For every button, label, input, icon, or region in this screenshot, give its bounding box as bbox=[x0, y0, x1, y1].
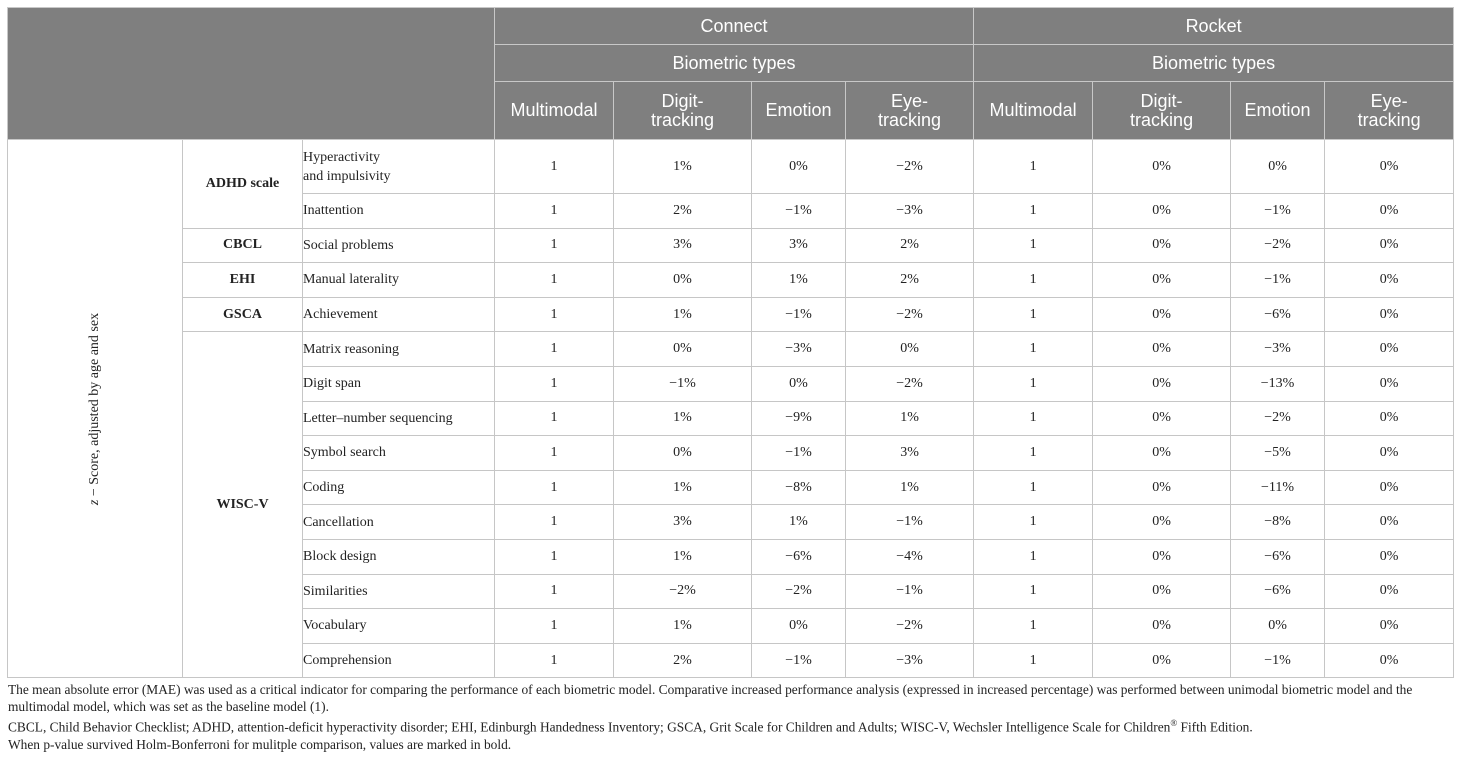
value-cell: −1% bbox=[614, 366, 752, 401]
value-cell: 0% bbox=[614, 436, 752, 471]
value-cell: −8% bbox=[752, 470, 846, 505]
value-cell: −2% bbox=[614, 574, 752, 609]
value-cell: 1 bbox=[495, 140, 614, 194]
value-cell: −8% bbox=[1231, 505, 1325, 540]
measure-label: Cancellation bbox=[303, 505, 495, 540]
value-cell: 0% bbox=[614, 332, 752, 367]
value-cell: 0% bbox=[1093, 505, 1231, 540]
header-group-connect: Connect bbox=[495, 8, 974, 45]
value-cell: 0% bbox=[1325, 609, 1454, 644]
value-cell: 0% bbox=[1093, 194, 1231, 229]
value-cell: 0% bbox=[1093, 574, 1231, 609]
value-cell: −9% bbox=[752, 401, 846, 436]
value-cell: 0% bbox=[1325, 366, 1454, 401]
value-cell: −3% bbox=[846, 194, 974, 229]
value-cell: 1 bbox=[495, 297, 614, 332]
measure-label: Block design bbox=[303, 539, 495, 574]
value-cell: 0% bbox=[1093, 332, 1231, 367]
value-cell: 0% bbox=[1093, 539, 1231, 574]
z-label-text: − Score, adjusted by age and sex bbox=[87, 312, 102, 500]
value-cell: −1% bbox=[752, 643, 846, 678]
group-label: GSCA bbox=[183, 297, 303, 332]
value-cell: 0% bbox=[1325, 263, 1454, 298]
value-cell: −1% bbox=[752, 436, 846, 471]
value-cell: 0% bbox=[1325, 574, 1454, 609]
value-cell: 1 bbox=[974, 228, 1093, 263]
group-label: EHI bbox=[183, 263, 303, 298]
value-cell: 0% bbox=[1325, 643, 1454, 678]
value-cell: 0% bbox=[1231, 609, 1325, 644]
value-cell: 0% bbox=[1325, 140, 1454, 194]
value-cell: 2% bbox=[846, 228, 974, 263]
value-cell: 0% bbox=[1093, 263, 1231, 298]
column-header-rocket-0: Multimodal bbox=[974, 82, 1093, 140]
value-cell: 1 bbox=[974, 643, 1093, 678]
value-cell: 1 bbox=[495, 366, 614, 401]
measure-label: Hyperactivity and impulsivity bbox=[303, 140, 495, 194]
value-cell: −3% bbox=[752, 332, 846, 367]
value-cell: 3% bbox=[846, 436, 974, 471]
column-header-rocket-3: Eye- tracking bbox=[1325, 82, 1454, 140]
header-group-rocket: Rocket bbox=[974, 8, 1454, 45]
value-cell: 2% bbox=[846, 263, 974, 298]
measure-label: Letter–number sequencing bbox=[303, 401, 495, 436]
value-cell: 1 bbox=[495, 332, 614, 367]
z-score-axis-label bbox=[8, 140, 183, 678]
value-cell: −6% bbox=[752, 539, 846, 574]
table-footnotes bbox=[7, 681, 1453, 752]
value-cell: 1 bbox=[495, 401, 614, 436]
value-cell: 1 bbox=[974, 194, 1093, 229]
value-cell: 1 bbox=[974, 263, 1093, 298]
table-row bbox=[8, 332, 1454, 367]
value-cell: −2% bbox=[752, 574, 846, 609]
value-cell: 1% bbox=[752, 505, 846, 540]
value-cell: 1 bbox=[495, 643, 614, 678]
table-header bbox=[8, 8, 1454, 140]
value-cell: −6% bbox=[1231, 574, 1325, 609]
group-label: WISC-V bbox=[183, 332, 303, 678]
value-cell: −1% bbox=[752, 297, 846, 332]
value-cell: 1 bbox=[974, 366, 1093, 401]
value-cell: −2% bbox=[1231, 401, 1325, 436]
value-cell: −2% bbox=[846, 140, 974, 194]
value-cell: 0% bbox=[1325, 505, 1454, 540]
measure-label: Achievement bbox=[303, 297, 495, 332]
value-cell: −4% bbox=[846, 539, 974, 574]
value-cell: 1% bbox=[614, 470, 752, 505]
footnote-significance: When p-value survived Holm-Bonferroni for mulitple comparison, values are marked in bold. bbox=[8, 736, 512, 752]
value-cell: 1 bbox=[974, 140, 1093, 194]
value-cell: 1 bbox=[495, 609, 614, 644]
value-cell: 3% bbox=[752, 228, 846, 263]
value-cell: 1 bbox=[495, 505, 614, 540]
value-cell: 1% bbox=[614, 401, 752, 436]
value-cell: 1% bbox=[614, 297, 752, 332]
value-cell: −5% bbox=[1231, 436, 1325, 471]
value-cell: 1 bbox=[974, 332, 1093, 367]
measure-label: Comprehension bbox=[303, 643, 495, 678]
value-cell: 3% bbox=[614, 505, 752, 540]
value-cell: 1% bbox=[614, 539, 752, 574]
value-cell: −6% bbox=[1231, 297, 1325, 332]
footnote-mae: The mean absolute error (MAE) was used as a critical indicator for comparing the performance of each biometric model. Comparative increased performance analysis (expressed in increased percentage) was performed between unimodal biometric model and the multimodal model, which was set as the baseline model (1). bbox=[8, 682, 1413, 715]
value-cell: 0% bbox=[1325, 436, 1454, 471]
measure-label: Social problems bbox=[303, 228, 495, 263]
measure-label: Manual laterality bbox=[303, 263, 495, 298]
value-cell: 0% bbox=[614, 263, 752, 298]
value-cell: −13% bbox=[1231, 366, 1325, 401]
value-cell: 1 bbox=[974, 297, 1093, 332]
value-cell: −1% bbox=[1231, 263, 1325, 298]
value-cell: 1 bbox=[974, 574, 1093, 609]
value-cell: 2% bbox=[614, 643, 752, 678]
value-cell: −6% bbox=[1231, 539, 1325, 574]
value-cell: 1% bbox=[614, 140, 752, 194]
value-cell: 1 bbox=[974, 401, 1093, 436]
table-row bbox=[8, 263, 1454, 298]
value-cell: 1 bbox=[974, 609, 1093, 644]
table-row bbox=[8, 297, 1454, 332]
value-cell: −1% bbox=[1231, 643, 1325, 678]
table-row bbox=[8, 140, 1454, 194]
value-cell: 0% bbox=[1093, 228, 1231, 263]
value-cell: −2% bbox=[846, 297, 974, 332]
value-cell: 1 bbox=[495, 539, 614, 574]
value-cell: 1 bbox=[974, 436, 1093, 471]
value-cell: 0% bbox=[1093, 401, 1231, 436]
value-cell: 0% bbox=[1093, 470, 1231, 505]
value-cell: 0% bbox=[752, 366, 846, 401]
value-cell: 0% bbox=[846, 332, 974, 367]
value-cell: 1 bbox=[495, 574, 614, 609]
group-label: CBCL bbox=[183, 228, 303, 263]
measure-label: Inattention bbox=[303, 194, 495, 229]
column-header-rocket-2: Emotion bbox=[1231, 82, 1325, 140]
value-cell: 0% bbox=[1325, 470, 1454, 505]
results-table bbox=[7, 7, 1454, 678]
table-row bbox=[8, 228, 1454, 263]
value-cell: 1 bbox=[495, 194, 614, 229]
value-cell: 1 bbox=[495, 263, 614, 298]
value-cell: 1% bbox=[752, 263, 846, 298]
table-body bbox=[8, 140, 1454, 678]
measure-label: Matrix reasoning bbox=[303, 332, 495, 367]
value-cell: 0% bbox=[1325, 228, 1454, 263]
value-cell: 0% bbox=[1093, 609, 1231, 644]
value-cell: 1 bbox=[974, 539, 1093, 574]
measure-label: Coding bbox=[303, 470, 495, 505]
measure-label: Vocabulary bbox=[303, 609, 495, 644]
value-cell: 0% bbox=[752, 140, 846, 194]
column-header-connect-0: Multimodal bbox=[495, 82, 614, 140]
value-cell: −2% bbox=[1231, 228, 1325, 263]
header-empty-corner bbox=[8, 8, 495, 140]
value-cell: 0% bbox=[1325, 332, 1454, 367]
value-cell: 0% bbox=[1325, 539, 1454, 574]
column-header-connect-1: Digit- tracking bbox=[614, 82, 752, 140]
value-cell: 0% bbox=[752, 609, 846, 644]
measure-label: Digit span bbox=[303, 366, 495, 401]
value-cell: 0% bbox=[1325, 297, 1454, 332]
value-cell: 0% bbox=[1093, 297, 1231, 332]
value-cell: 0% bbox=[1093, 643, 1231, 678]
value-cell: 1 bbox=[495, 436, 614, 471]
value-cell: −2% bbox=[846, 366, 974, 401]
measure-label: Similarities bbox=[303, 574, 495, 609]
value-cell: 0% bbox=[1325, 401, 1454, 436]
value-cell: −1% bbox=[752, 194, 846, 229]
value-cell: 0% bbox=[1093, 436, 1231, 471]
results-table-container bbox=[7, 7, 1453, 753]
header-subgroup-rocket: Biometric types bbox=[974, 45, 1454, 82]
value-cell: 2% bbox=[614, 194, 752, 229]
value-cell: 3% bbox=[614, 228, 752, 263]
value-cell: −11% bbox=[1231, 470, 1325, 505]
header-subgroup-connect: Biometric types bbox=[495, 45, 974, 82]
value-cell: −3% bbox=[1231, 332, 1325, 367]
value-cell: −2% bbox=[846, 609, 974, 644]
value-cell: −1% bbox=[1231, 194, 1325, 229]
group-label: ADHD scale bbox=[183, 140, 303, 229]
value-cell: −1% bbox=[846, 505, 974, 540]
footnote-abbreviations: CBCL, Child Behavior Checklist; ADHD, attention-deficit hyperactivity disorder; EHI, Edinburgh Handedness Inventory; GSCA, Grit Scale for Children and Adults; WISC-V, Wechsler Intelligence Scale for Children® Fifth Edition. bbox=[8, 718, 1253, 735]
value-cell: 1% bbox=[846, 470, 974, 505]
column-header-connect-2: Emotion bbox=[752, 82, 846, 140]
z-symbol: z bbox=[87, 499, 102, 505]
column-header-connect-3: Eye- tracking bbox=[846, 82, 974, 140]
column-header-rocket-1: Digit- tracking bbox=[1093, 82, 1231, 140]
value-cell: 0% bbox=[1093, 140, 1231, 194]
value-cell: 1 bbox=[495, 228, 614, 263]
value-cell: 1% bbox=[614, 609, 752, 644]
value-cell: 1 bbox=[495, 470, 614, 505]
value-cell: −3% bbox=[846, 643, 974, 678]
measure-label: Symbol search bbox=[303, 436, 495, 471]
value-cell: 0% bbox=[1231, 140, 1325, 194]
value-cell: 0% bbox=[1325, 194, 1454, 229]
value-cell: 0% bbox=[1093, 366, 1231, 401]
value-cell: 1 bbox=[974, 470, 1093, 505]
value-cell: 1% bbox=[846, 401, 974, 436]
value-cell: −1% bbox=[846, 574, 974, 609]
value-cell: 1 bbox=[974, 505, 1093, 540]
